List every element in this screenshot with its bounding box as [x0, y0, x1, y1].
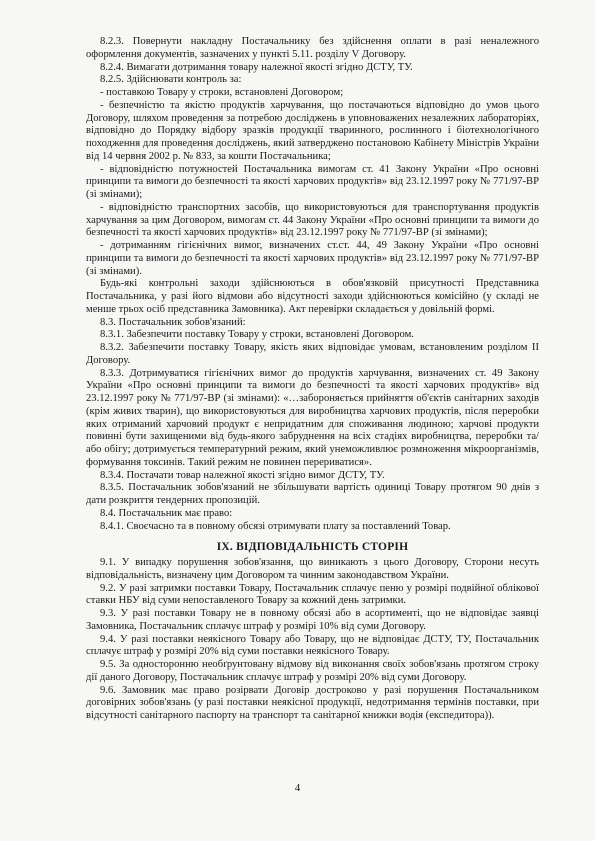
- paragraphs-after: [86, 557, 539, 723]
- clause-9-6: 9.6. Замовник має право розірвати Договір достроково у разі порушення Постачальником договірних зобов'язань (у разі поставки неякісної продукції, недотримання термінів поставки, при відсутності санітарного паспорту на транспорт та санітарної книжки водія (експедитора)).: [86, 684, 539, 721]
- paragraphs-before: [86, 36, 539, 533]
- control-item-delivery-terms: - поставкою Товару у строки, встановлені Договором;: [100, 87, 344, 98]
- clause-8-3: 8.3. Постачальник зобов'язаний:: [100, 316, 246, 328]
- clause-9-2: 9.2. У разі затримки поставки Товару, Постачальник сплачує пеню у розмірі подвійної облікової ставки НБУ від суми непоставленого Товару за кожний день затримки.: [86, 582, 539, 607]
- clause-8-2-3: 8.2.3. Повернути накладну Постачальнику без здійснення оплати в разі неналежного оформлення документів, зазначених у пункті 5.11. розділу V Договору.: [86, 36, 539, 60]
- clause-8-2-5: 8.2.5. Здійснювати контроль за:: [100, 74, 242, 86]
- clause-8-3-3: 8.3.3. Дотримуватися гігієнічних вимог до продуктів харчування, визначених ст. 49 Закону України «Про основні принципи та вимоги до безпечності та якості харчових продуктів» від 23.12.1997 року № 771/97-ВР (зі змінами): «…забороняється прийняття об'єктів санітарних заходів (крім живих тварин), що використовуються для виробництва харчових продуктів, після переробки яких отриманий харчовий продукт є непридатним для споживання людиною; харчові продукти повинні бути захищеними від будь-якого забруднення на всіх стадіях виробництва, переробки та/або обігу; дотримується температурний режим, який унеможливлює розмноження мікроорганізмів, формування токсинів. Такий режим не повинен перериватися».: [86, 367, 539, 468]
- control-measures-paragraph: Будь-які контрольні заходи здійснюються в обов'язковій присутності Представника Постачальника, у разі його відмови або відсутності заходи здійснюються комісійно (у складі не менше трьох осіб представника Замовника). Акт перевірки складається у довільній формі.: [86, 278, 539, 315]
- clause-9-3: 9.3. У разі поставки Товару не в повному обсязі або в асортименті, що не відповідає заявці Замовника, Постачальник сплачує штраф у розмірі 10% від суми Договору.: [86, 608, 539, 632]
- section-heading: IX. ВІДПОВІДАЛЬНІСТЬ СТОРІН: [216, 541, 409, 554]
- control-item-food-safety: - безпечністю та якістю продуктів харчування, що постачаються відповідно до умов цього Договору, шляхом проведення за потребою досліджень в уповноважених незалежних лабораторіях, відповідно до Порядку відбору зразків продукції тваринного, рослинного і біотехнологічного походження для проведення досліджень, який затверджено постановою Кабінету Міністрів України від 14 червня 2002 р. № 833, за кошти Постачальника;: [86, 99, 539, 162]
- clause-8-3-5: 8.3.5. Постачальник зобов'язаний не збільшувати вартість одиниці Товару протягом 90 днів з дати розкриття тендерних пропозицій.: [86, 482, 539, 506]
- clause-8-4-1: 8.4.1. Своєчасно та в повному обсязі отримувати плату за поставлений Товар.: [100, 520, 451, 532]
- clause-8-2-4: 8.2.4. Вимагати дотримання товару належної якості згідно ДСТУ, ТУ.: [100, 61, 413, 73]
- clause-8-3-4: 8.3.4. Постачати товар належної якості згідно вимог ДСТУ, ТУ.: [100, 469, 385, 481]
- page-number: 4: [294, 782, 301, 794]
- clause-9-5: 9.5. За односторонню необґрунтовану відмову від виконання своїх зобов'язань протягом строку дії даного Договору, Постачальник сплачує штраф у розмірі 20% від суми Договору.: [86, 659, 539, 683]
- clause-8-3-1: 8.3.1. Забезпечити поставку Товару у строки, встановлені Договором.: [100, 329, 414, 341]
- clause-8-4: 8.4. Постачальник має право:: [100, 507, 233, 519]
- control-item-hygiene: - дотриманням гігієнічних вимог, визначених ст.ст. 44, 49 Закону України «Про основні принципи та вимоги до безпечності та якості харчових продуктів» від 23.12.1997 року № 771/97-ВР (зі змінами).: [86, 240, 539, 277]
- clause-9-1: 9.1. У випадку порушення зобов'язання, що виникають з цього Договору, Сторони несуть відповідальність, визначену цим Договором та чинним законодавством України.: [86, 557, 539, 581]
- clause-9-4: 9.4. У разі поставки неякісного Товару або Товару, що не відповідає ДСТУ, ТУ, Постачальник сплачує штраф у розмірі 20% від суми поставки неякісного Товару.: [86, 633, 539, 658]
- clause-8-3-2: 8.3.2. Забезпечити поставку Товару, якість яких відповідає умовам, встановленим розділом II Договору.: [86, 342, 539, 366]
- control-item-supplier-capacity: - відповідністю потужностей Постачальника вимогам ст. 41 Закону України «Про основні принципи та вимоги до безпечності та якості харчових продуктів» від 23.12.1997 року № 771/97-ВР (зі змінами);: [86, 163, 539, 200]
- control-item-transport: - відповідністю транспортних засобів, що використовуються для транспортування продуктів харчування за цим Договором, вимогам ст. 44 Закону України «Про основні принципи та вимоги до безпечності та якості харчових продуктів» від 23.12.1997 року № 771/97-ВР (зі змінами);: [86, 201, 539, 239]
